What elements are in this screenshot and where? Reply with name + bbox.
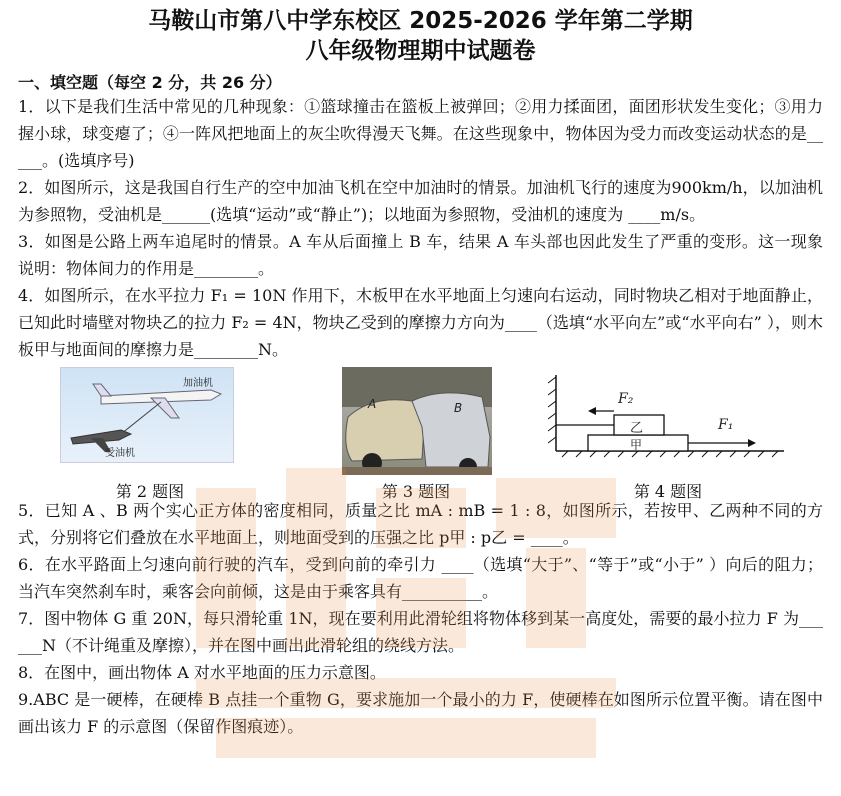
page-title-line2: 八年级物理期中试题卷: [305, 38, 536, 64]
section-heading: 一、填空题（每空 2 分，共 26 分）: [18, 73, 282, 92]
figure-3-caption: 第 3 题图: [381, 482, 451, 501]
question-9: 9.ABC 是一硬棒，在硬棒 B 点挂一个重物 G，要求施加一个最小的力 F，使硬棒在如图所示位置平衡。请在图中画出该力 F 的示意图（保留作图痕迹）。: [18, 690, 823, 736]
question-4: 4．如图所示，在水平拉力 F₁ = 10N 作用下，木板甲在水平地面上匀速向右运动，同时物块乙相对于地面静止，已知此时墙壁对物块乙的拉力 F₂ = 4N，物块乙受到的摩擦力方向为____（选填“水平向左”或“水平向右” ），则木板甲与地面间的摩擦力是________N。: [18, 286, 823, 359]
f1-label: F₁: [718, 417, 734, 433]
question-3: 3．如图是公路上两车追尾时的情景。A 车从后面撞上 B 车，结果 A 车头部也因此发生了严重的变形。这一现象说明：物体间力的作用是________。: [18, 232, 823, 278]
question-8: 8．在图中，画出物体 A 对水平地面的压力示意图。: [18, 663, 386, 682]
question-6: 6．在水平路面上匀速向前行驶的汽车，受到向前的牵引力 ____（选填“大于”、“等于”或“小于” ）向后的阻力；当汽车突然刹车时，乘客会向前倾，这是由于乘客具有__________。: [18, 555, 823, 601]
car-a-label: A: [368, 397, 377, 411]
figure-3-collision-photo: [342, 367, 492, 475]
board-jia-label: 甲: [630, 438, 643, 452]
car-b-label: B: [454, 401, 463, 415]
f2-label: F₂: [618, 391, 634, 407]
question-2: 2．如图所示，这是我国自行生产的空中加油飞机在空中加油时的情景。加油机飞行的速度为900km/h，以加油机为参照物，受油机是______(选填“运动”或“静止”)；以地面为参照物，受油机的速度为 ____m/s。: [18, 178, 823, 224]
force-diagram-icon: [548, 367, 788, 467]
page-title-line1: 马鞍山市第八中学东校区 2025-2026 学年第二学期: [148, 8, 693, 34]
question-5: 5．已知 A 、B 两个实心正方体的密度相同，质量之比 mA : mB = 1 : 8，如图所示，若按甲、乙两种不同的方式，分别将它们叠放在水平地面上，则地面受到的压强之比 p甲 : p乙 = ____。: [18, 501, 823, 547]
figure-2-caption: 第 2 题图: [115, 482, 185, 501]
tanker-label: 加油机: [183, 378, 213, 389]
figure-row: [0, 367, 841, 501]
question-7: 7．图中物体 G 重 20N，每只滑轮重 1N，现在要利用此滑轮组将物体移到某一高度处，需要的最小拉力 F 为______N（不计绳重及摩擦），并在图中画出此滑轮组的绕线方法。: [18, 609, 823, 655]
car-crash-icon: [342, 367, 492, 475]
figure-4-force-diagram: [548, 367, 788, 467]
figure-4-caption: 第 4 题图: [633, 482, 703, 501]
question-1: 1．以下是我们生活中常见的几种现象：①篮球撞击在篮板上被弹回；②用力揉面团，面团形状发生变化；③用力握小球，球变瘪了；④一阵风把地面上的灰尘吹得漫天飞舞。在这些现象中，物体因为受力而改变运动状态的是_____。(选填序号): [18, 97, 823, 170]
receiver-label: 受油机: [105, 448, 135, 459]
figure-2-refueling-photo: [60, 367, 234, 463]
block-yi-label: 乙: [630, 421, 644, 436]
